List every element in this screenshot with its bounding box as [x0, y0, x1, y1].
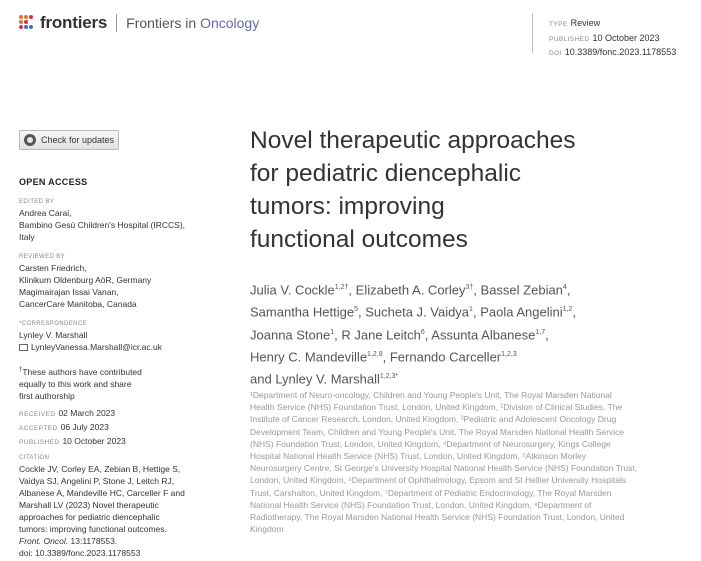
correspondence-email[interactable]: LynleyVanessa.Marshall@icr.ac.uk: [31, 342, 162, 352]
affiliation-line: Neurosurgery Centre, St George's University Hospital National Health Service (NHS) Foundation Trust,: [250, 463, 638, 474]
affiliation-line: Health Service (NHS) Foundation Trust, London, United Kingdom, ²Division of Clinical Studies, The: [250, 402, 623, 413]
author-affiliation-marker: 1,2,8: [367, 350, 383, 358]
meta-divider: [532, 13, 533, 53]
author-affiliation-marker: 1: [330, 328, 335, 336]
author-name[interactable]: Henry C. Mandeville: [250, 349, 368, 365]
author-name[interactable]: Lynley V. Marshall: [275, 371, 380, 387]
affiliation-line: Hospital National Health Service (NHS) Trust, London, United Kingdom, ⁵Atkinson Morley: [250, 451, 587, 462]
affiliation-line: Radiotherapy, The Royal Marsden National Health Service (NHS) Foundation Trust, London, United: [250, 512, 625, 523]
author-name[interactable]: Sucheta J. Vaidya: [365, 304, 470, 320]
author-name[interactable]: Fernando Carceller: [389, 349, 502, 365]
open-access-label: OPEN ACCESS: [19, 177, 88, 187]
author-name[interactable]: Bassel Zebian: [480, 282, 563, 298]
author-affiliation-marker: 1,2,3: [501, 350, 517, 358]
citation-doi[interactable]: doi: 10.3389/fonc.2023.1178553: [19, 548, 141, 558]
affiliation-line: National Health Service (NHS) Foundation Trust, London, United Kingdom, ⁸Department of: [250, 499, 592, 510]
check-for-updates-button[interactable]: Check for updates: [19, 130, 119, 150]
received-date: 02 March 2023: [58, 408, 116, 418]
affiliation-line: Institute of Cancer Research, London, United Kingdom, ³Pediatric and Adolescent Oncology Drug: [250, 414, 617, 425]
author-name[interactable]: Joanna Stone: [250, 326, 331, 342]
article-type: Review: [570, 18, 601, 28]
affiliations: [250, 389, 690, 535]
author-line: Samantha Hettige$^5$, Sucheta J. Vaidya$^1$, Paola Angelini$^{1,2}$,: [250, 304, 576, 320]
affiliation-line: ¹Department of Neuro-oncology, Children and Young People's Unit, The Royal Marsden National: [250, 390, 612, 400]
author-name[interactable]: Paola Angelini: [480, 304, 563, 320]
frontiers-logo-icon: [19, 15, 35, 31]
dates-section: RECEIVED 02 March 2023 ACCEPTED 06 July 2023 PUBLISHED 10 October 2023: [19, 408, 126, 446]
doi-link[interactable]: 10.3389/fonc.2023.1178553: [564, 47, 677, 57]
author-affiliation-marker: 6: [420, 328, 425, 336]
header-divider: [116, 14, 117, 32]
affiliation-line: London, United Kingdom, ⁶Department of Ophthalmology, Epsom and St Hellier University Hospitals: [250, 475, 627, 486]
article-title: Novel therapeutic approaches for pediatric diencephalic tumors: improving functional outcomes: [250, 127, 576, 253]
author-affiliation-marker: 3†: [465, 284, 474, 291]
published-date: 10 October 2023: [592, 32, 660, 43]
author-affiliation-marker: 5: [354, 306, 358, 314]
journal-title[interactable]: Frontiers in Oncology: [126, 15, 260, 31]
check-updates-icon: [24, 134, 36, 146]
author-list: [250, 278, 576, 390]
author-line: Julia V. Cockle$^{1,2\dagger}$, Elizabeth A. Corley$^{3\dagger}$, Bassel Zebian$^4$,: [250, 282, 571, 298]
reviewed-by-section: REVIEWED BY Carsten Friedrich, Klinikum Oldenburg AöR, Germany Magimairajan Issai Vanan, CancerCare Manitoba, Canada: [19, 254, 152, 309]
author-name[interactable]: Elizabeth A. Corley: [355, 282, 466, 298]
affiliation-line: Development Team, Children and Young People's Unit, The Royal Marsden National Health Service: [250, 426, 625, 437]
author-line: and Lynley V. Marshall$^{1,2,3*}$: [250, 371, 399, 387]
author-name[interactable]: R Jane Leitch: [341, 326, 421, 342]
published-date-sidebar: 10 October 2023: [62, 436, 126, 446]
article-meta: TYPE Review PUBLISHED 10 October 2023 DOI 10.3389/fonc.2023.1178553: [549, 18, 677, 57]
accepted-date: 06 July 2023: [60, 422, 109, 432]
author-affiliation-marker: 1,2,3*: [379, 373, 399, 381]
edited-by-section: EDITED BY Andrea Carai, Bambino Gesù Children's Hospital (IRCCS), Italy: [19, 199, 186, 242]
author-affiliation-marker: 4: [562, 284, 567, 291]
citation-section: CITATION Cockle JV, Corley EA, Zebian B, Hettige S, Vaidya SJ, Angelini P, Stone J, Leitch RJ, Albanese A, Mandeville HC, Carceller F and Marshall LV (2023) Novel therapeutic approaches for pediatric diencephalic tumors: improving functional outcomes. Front. Oncol. 13:1178553. doi: 10.3389/fonc.2023.1178553: [19, 455, 185, 558]
author-name[interactable]: Assunta Albanese: [431, 326, 536, 342]
author-affiliation-marker: 1,7: [535, 328, 546, 336]
affiliation-line: (NHS) Foundation Trust, London, United Kingdom, ⁴Department of Neurosurgery, Kings College: [250, 438, 611, 449]
brand-name[interactable]: frontiers: [40, 13, 108, 32]
affiliation-line: Trust, Carshalton, United Kingdom, ⁷Department of Pediatric Endocrinology, The Royal Marsden: [250, 487, 612, 498]
author-affiliation-marker: 1: [469, 306, 473, 314]
author-affiliation-marker: 1,2: [562, 306, 573, 314]
author-affiliation-marker: 1,2†: [334, 284, 349, 291]
affiliation-line: Kingdom: [250, 524, 284, 535]
journal-header: [19, 13, 259, 33]
envelope-icon: [19, 344, 28, 351]
author-name[interactable]: Samantha Hettige: [250, 304, 355, 320]
author-line: Henry C. Mandeville$^{1,2,8}$, Fernando Carceller$^{1,2,3}$: [250, 349, 517, 365]
author-name[interactable]: Julia V. Cockle: [250, 282, 335, 298]
correspondence-section: *CORRESPONDENCE Lynley V. Marshall LynleyVanessa.Marshall@icr.ac.uk: [19, 321, 162, 352]
equal-contribution-note: †These authors have contributed equally to this work and share first authorship: [19, 366, 142, 401]
author-line: Joanna Stone$^1$, R Jane Leitch$^6$, Assunta Albanese$^{1,7}$,: [250, 326, 549, 342]
